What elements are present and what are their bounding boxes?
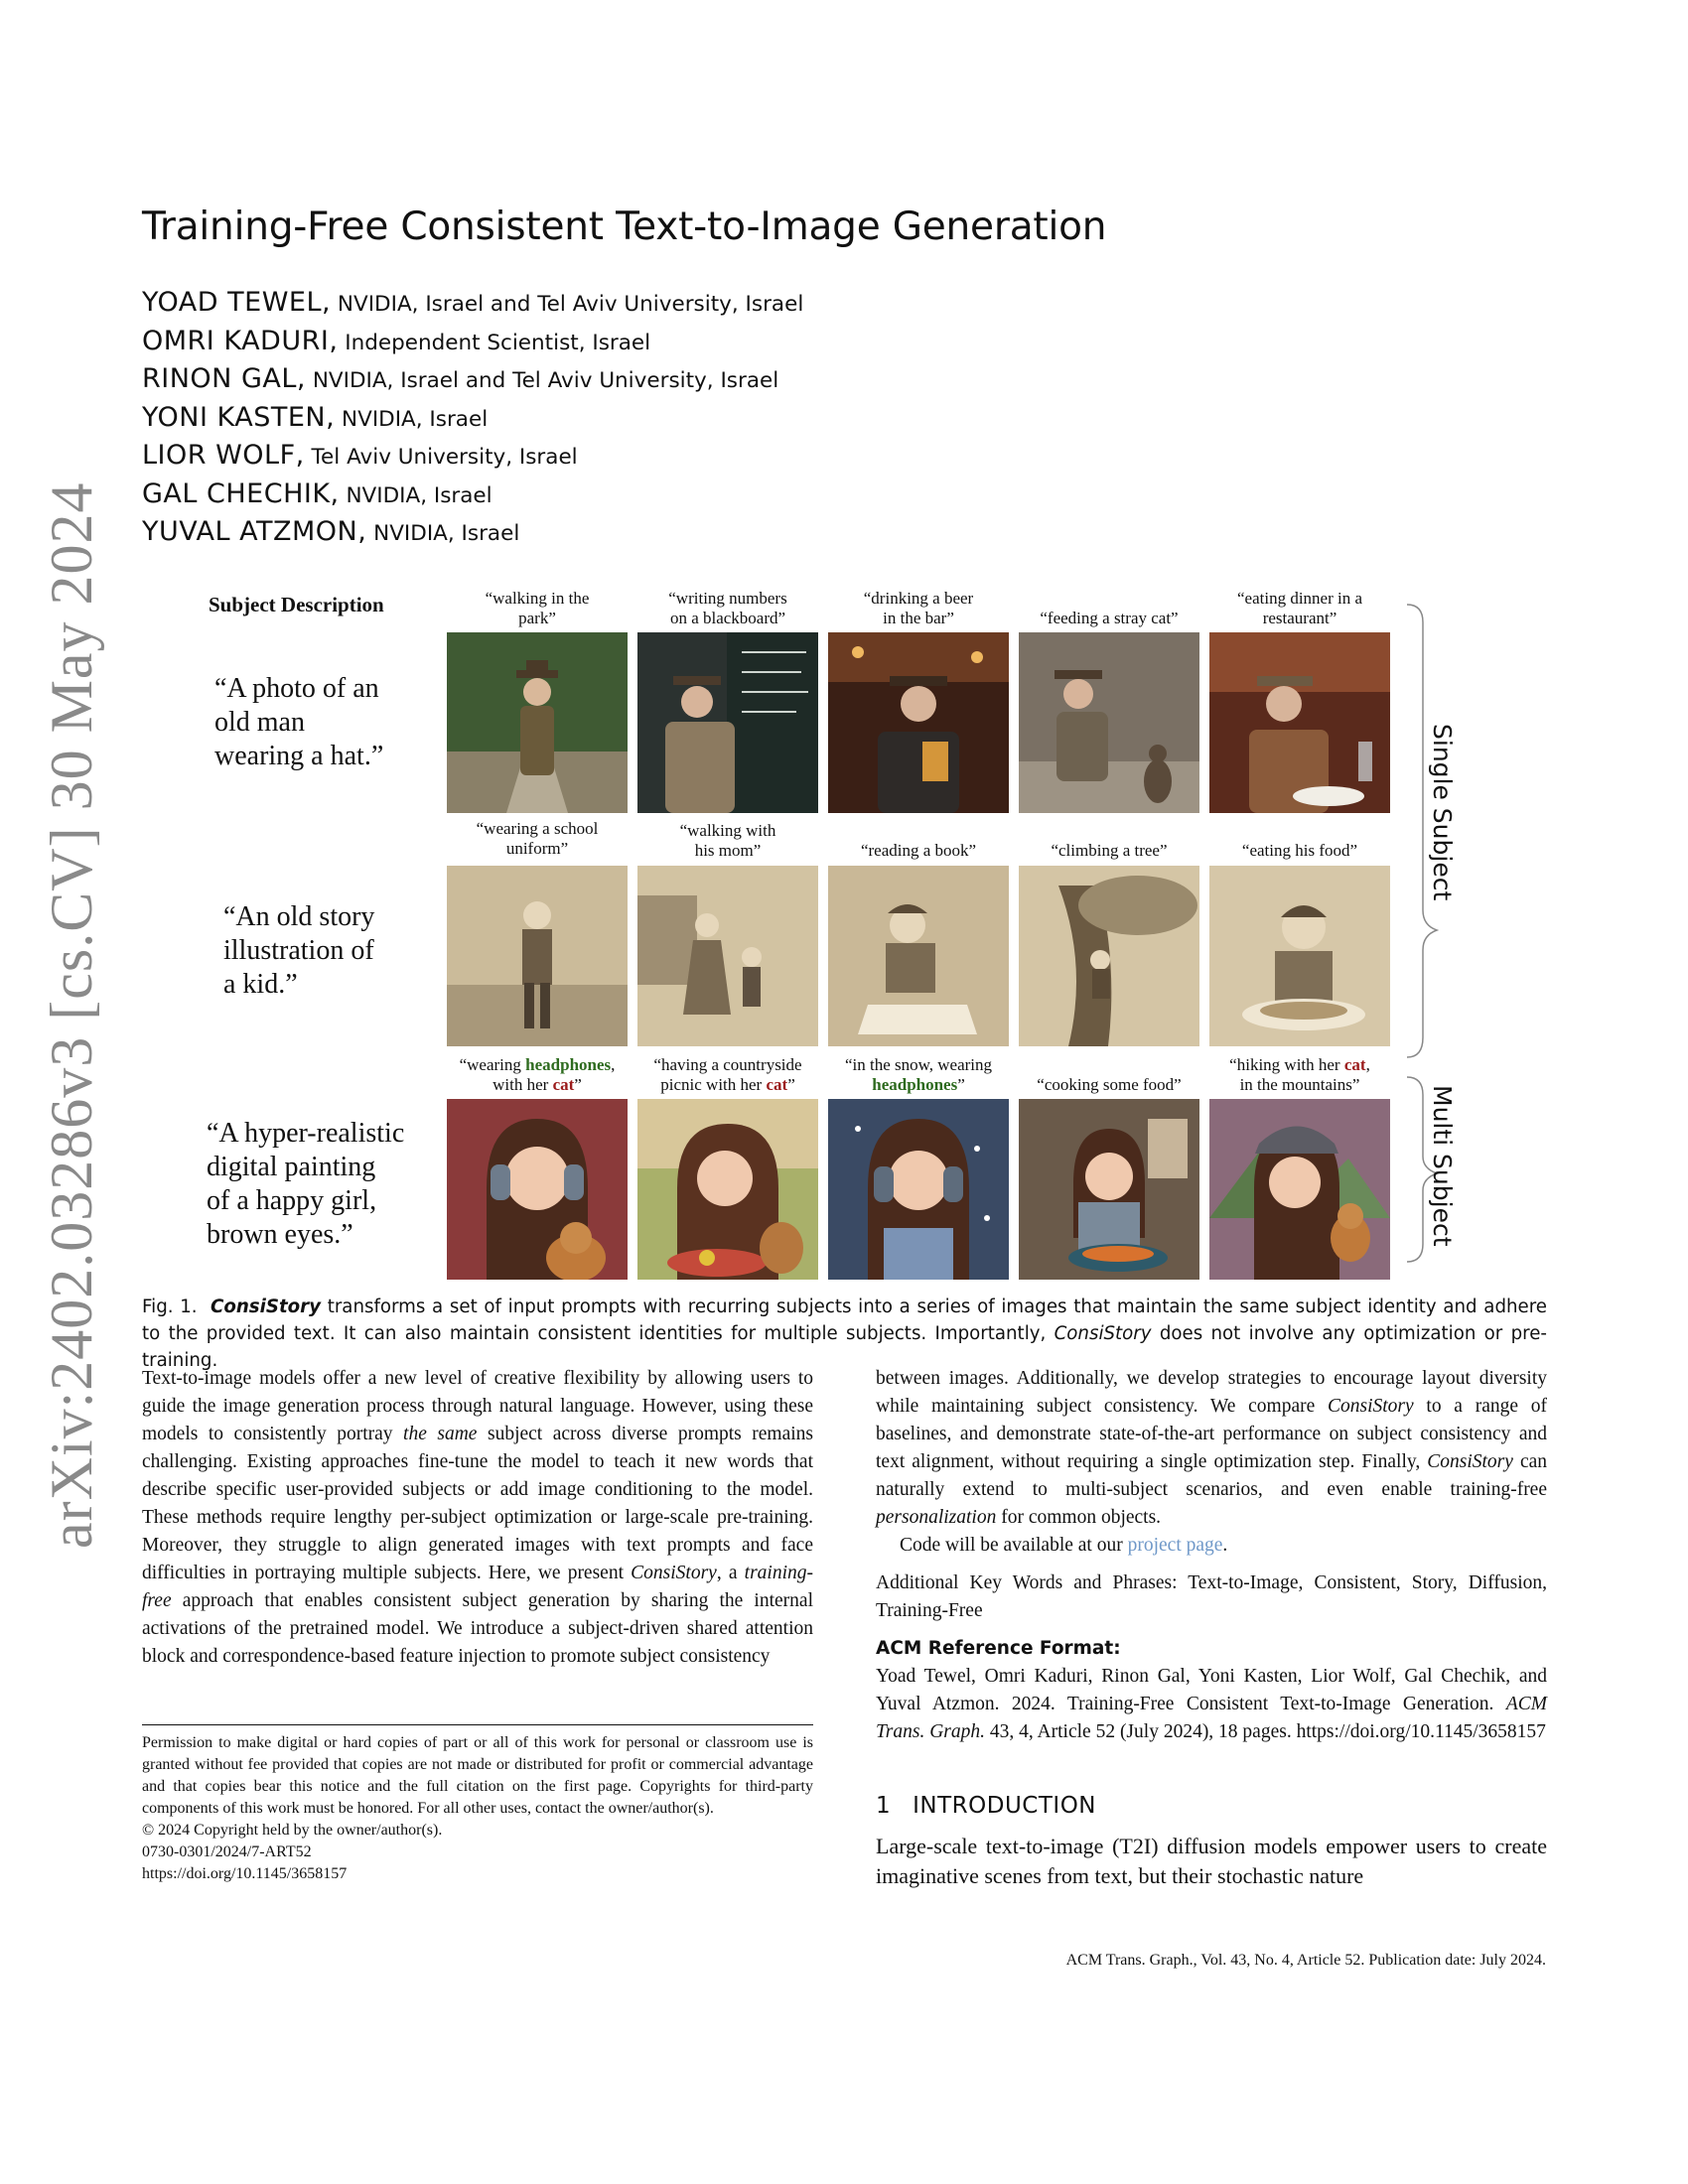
- image-caption: “climbing a tree”: [1051, 841, 1168, 860]
- image-caption: “drinking a beer in the bar”: [863, 589, 974, 627]
- author-affiliation: NVIDIA, Israel and Tel Aviv University, Israel: [305, 368, 779, 393]
- subject-description-header: Subject Description: [209, 593, 384, 616]
- desc-line: wearing a hat.”: [214, 741, 384, 771]
- author-affiliation: Independent Scientist, Israel: [338, 330, 651, 355]
- page-footer: ACM Trans. Graph., Vol. 43, No. 4, Article 52. Publication date: July 2024.: [1065, 1952, 1546, 1969]
- image-caption: “walking in the park”: [485, 589, 590, 627]
- image-kid-with-mom: [637, 866, 818, 1046]
- project-page-link[interactable]: project page: [1127, 1535, 1223, 1556]
- image-caption: “wearing headphones, with her cat”: [459, 1055, 616, 1094]
- desc-line: “An old story: [223, 901, 375, 932]
- desc-line: “A photo of an: [214, 673, 379, 704]
- author-name: GAL CHECHIK,: [142, 478, 340, 509]
- author-name: LIOR WOLF,: [142, 440, 305, 471]
- figure-1: [139, 581, 1549, 1305]
- code-availability: Code will be available at our project page.: [900, 1535, 1228, 1556]
- author-line: [142, 399, 803, 438]
- author-name: RINON GAL,: [142, 363, 306, 394]
- image-girl-cooking: [1019, 1099, 1199, 1280]
- arxiv-stamp: arXiv:2402.03286v3 [cs.CV] 30 May 2024: [39, 481, 104, 1549]
- abstract-right: [876, 1365, 1547, 1746]
- acm-reference: Yoad Tewel, Omri Kaduri, Rinon Gal, Yoni Kasten, Lior Wolf, Gal Chechik, and Yuval Atzmon. 2024. Training-Free Consistent Text-to-Image Generation. ACM Trans. Graph. 43, 4, Article 52 (July 2024), 18 pages. https://doi.org/10.1145/3658157: [876, 1666, 1547, 1742]
- permission-notice: [142, 1732, 813, 1885]
- section-heading-introduction: 1 INTRODUCTION: [876, 1793, 1097, 1819]
- image-caption: “feeding a stray cat”: [1040, 609, 1179, 627]
- row-3-description: [207, 1117, 404, 1252]
- image-caption: “reading a book”: [860, 841, 977, 860]
- doi-line: https://doi.org/10.1145/3658157: [142, 1865, 348, 1882]
- author-affiliation: NVIDIA, Israel: [339, 482, 492, 508]
- image-caption: “walking with his mom”: [679, 821, 776, 860]
- image-caption: “wearing a school uniform”: [476, 819, 599, 858]
- author-affiliation: NVIDIA, Israel: [335, 406, 489, 432]
- author-line: [142, 513, 803, 552]
- copyright-line: © 2024 Copyright held by the owner/author(s).: [142, 1822, 443, 1839]
- image-caption: “having a countryside picnic with her cat”: [653, 1055, 802, 1094]
- desc-line: brown eyes.”: [207, 1219, 353, 1250]
- figure-label: Fig. 1.: [142, 1297, 198, 1317]
- desc-line: illustration of: [223, 935, 374, 966]
- author-name: YOAD TEWEL,: [142, 287, 332, 318]
- author-affiliation: NVIDIA, Israel: [366, 521, 520, 546]
- desc-line: old man: [214, 707, 305, 738]
- image-kid-reading: [828, 866, 1009, 1046]
- image-old-man-park: [447, 632, 628, 813]
- keywords: Additional Key Words and Phrases: Text-to-Image, Consistent, Story, Diffusion, Training-Free: [876, 1572, 1547, 1621]
- image-caption: “hiking with her cat, in the mountains”: [1229, 1055, 1370, 1094]
- author-list: [142, 284, 803, 552]
- permission-text: Permission to make digital or hard copies of part or all of this work for personal or classroom use is granted without fee provided that copies are not made or distributed for profit or commercial advantage and that copies bear this notice and the full citation on the first page. Copyrights for third-party components of this work must be honored. For all other uses, contact the owner/author(s).: [142, 1734, 813, 1817]
- row-1-description: [214, 672, 383, 773]
- image-girl-picnic-cat: [637, 1099, 818, 1280]
- multi-subject-label: Multi Subject: [1428, 1085, 1457, 1247]
- author-line: [142, 284, 803, 323]
- author-line: [142, 323, 803, 361]
- image-kid-climbing-tree: [1019, 866, 1199, 1046]
- image-girl-snow-headphones: [828, 1099, 1009, 1280]
- image-caption: “eating dinner in a restaurant”: [1236, 589, 1363, 627]
- image-old-man-bar: [828, 632, 1009, 813]
- image-kid-school-uniform: [447, 866, 628, 1046]
- desc-line: of a happy girl,: [207, 1185, 377, 1216]
- row-2-description: [223, 900, 374, 1002]
- desc-line: a kid.”: [223, 969, 298, 1000]
- image-caption: “in the snow, wearing headphones”: [844, 1055, 993, 1094]
- image-old-man-cat: [1019, 632, 1199, 813]
- image-old-man-blackboard: [637, 632, 818, 813]
- image-girl-headphones-cat: [447, 1099, 628, 1280]
- single-subject-label: Single Subject: [1428, 724, 1457, 901]
- abstract-left: Text-to-image models offer a new level of creative flexibility by allowing users to guide the image generation process through natural language. However, using these models to consistently portray the same subject across diverse prompts remains challenging. Existing approaches fine-tune the model to teach it new words that describe specific user-provided subjects or add image conditioning to the model. These methods require lengthy per-subject optimization or large-scale pre-training. Moreover, they struggle to align generated images with text prompts and face difficulties in portraying multiple subjects. Here, we present ConsiStory, a training-free approach that enables consistent subject generation by sharing the internal activations of the pretrained model. We introduce a subject-driven shared attention block and correspondence-based feature injection to promote subject consistency: [142, 1368, 813, 1667]
- image-girl-hiking-cat: [1209, 1099, 1390, 1280]
- image-old-man-restaurant: [1209, 632, 1390, 813]
- introduction-text: Large-scale text-to-image (T2I) diffusion models empower users to create imaginative scenes from text, but their stochastic nature: [876, 1834, 1547, 1888]
- desc-line: digital painting: [207, 1152, 376, 1182]
- author-name: YONI KASTEN,: [142, 401, 336, 433]
- image-kid-eating: [1209, 866, 1390, 1046]
- author-name: OMRI KADURI,: [142, 325, 339, 356]
- paper-title: Training-Free Consistent Text-to-Image Generation: [142, 205, 1107, 249]
- author-line: [142, 437, 803, 476]
- image-caption: “eating his food”: [1241, 841, 1358, 860]
- figure-caption: Fig. 1. ConsiStory transforms a set of input prompts with recurring subjects into a series of images that maintain the same subject identity and adhere to the provided text. It can also maintain consistent identities for multiple subjects. Importantly, ConsiStory does not involve any optimization or pre-training.: [142, 1297, 1547, 1371]
- desc-line: “A hyper-realistic: [207, 1118, 405, 1149]
- author-line: [142, 476, 803, 514]
- author-affiliation: Tel Aviv University, Israel: [304, 445, 578, 470]
- image-caption: “cooking some food”: [1037, 1075, 1182, 1094]
- footnote-rule: [142, 1724, 813, 1725]
- abstract-continuation: between images. Additionally, we develop strategies to encourage layout diversity while maintaining subject consistency. We compare ConsiStory to a range of baselines, and demonstrate state-of-the-art performance on subject consistency and text alignment, without requiring a single optimization step. Finally, ConsiStory can naturally extend to multi-subject scenarios, and even enable training-free personalization for common objects.: [876, 1368, 1548, 1528]
- method-name: ConsiStory: [211, 1297, 321, 1317]
- acm-reference-heading: ACM Reference Format:: [876, 1638, 1121, 1659]
- image-caption: “writing numbers on a blackboard”: [668, 589, 787, 627]
- issn-line: 0730-0301/2024/7-ART52: [142, 1843, 312, 1860]
- author-line: [142, 360, 803, 399]
- author-name: YUVAL ATZMON,: [142, 516, 367, 547]
- author-affiliation: NVIDIA, Israel and Tel Aviv University, Israel: [331, 292, 804, 317]
